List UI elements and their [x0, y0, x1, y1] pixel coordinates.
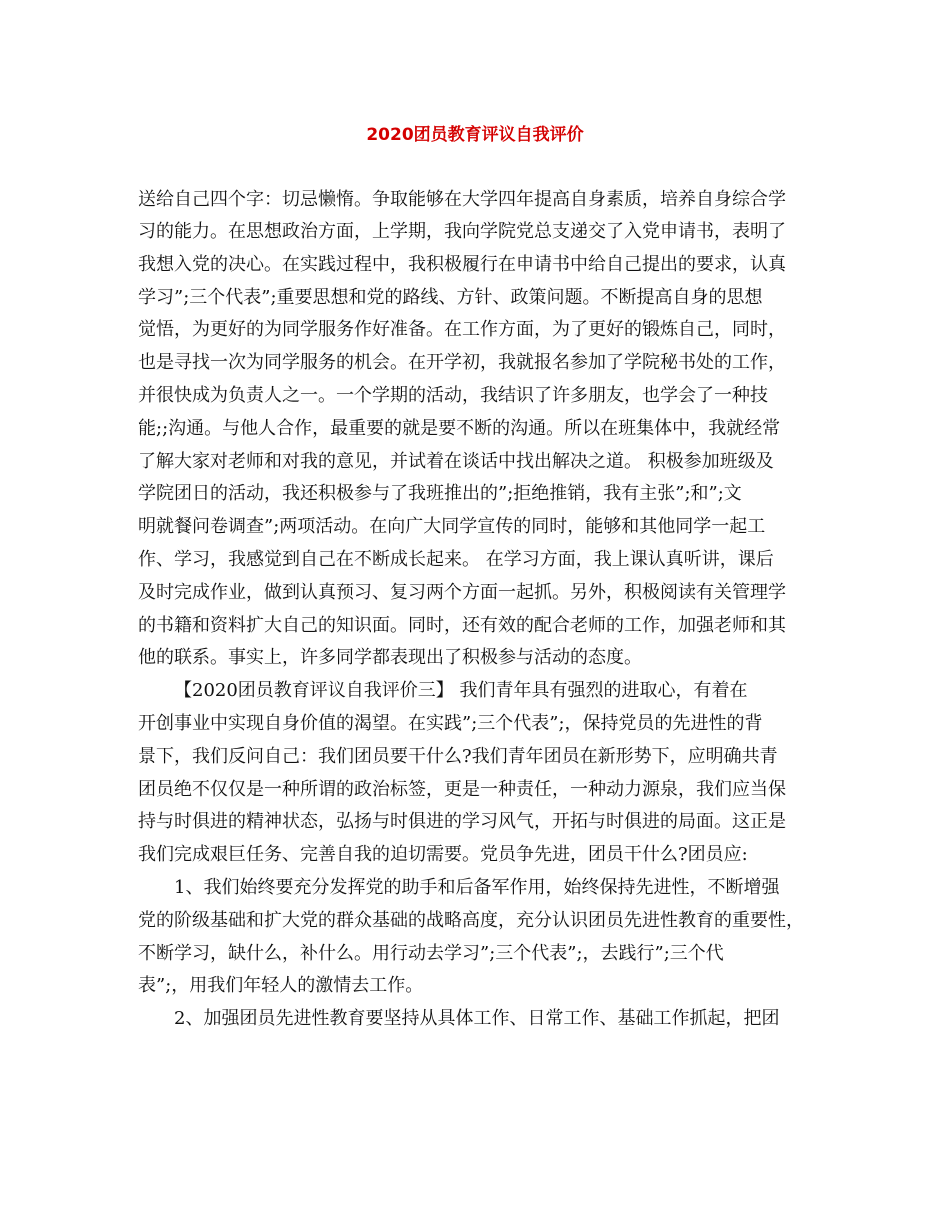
paragraph-line [0, 905, 950, 937]
line-text: 我们完成艰巨任务、完善自我的迫切需要。党员争先进，团员干什么?团员应: [138, 844, 748, 865]
line-text: 明就餐问卷调查”;两项活动。在向广大同学宣传的同时，能够和其他同学一起工 [138, 516, 766, 537]
line-text: 党的阶级基础和扩大党的群众基础的战略高度，充分认识团员先进性教育的重要性， [138, 910, 804, 931]
line-text: 的书籍和资料扩大自己的知识面。同时，还有效的配合老师的工作，加强老师和其 [138, 615, 786, 636]
line-text: 能;;沟通。与他人合作，最重要的就是要不断的沟通。所以在班集体中，我就经常 [138, 418, 781, 439]
line-text: 了解大家对老师和对我的意见，并试着在谈话中找出解决之道。 积极参加班级及 [138, 451, 774, 472]
paragraph-line [0, 675, 950, 707]
paragraph-line [0, 839, 950, 871]
line-text: 学习”;三个代表”;重要思想和党的路线、方针、政策问题。不断提高自身的思想 [138, 287, 763, 308]
line-text: 他的联系。事实上，许多同学都表现出了积极参与活动的态度。 [138, 647, 642, 668]
paragraph-line [0, 938, 950, 970]
line-text: 学院团日的活动，我还积极参与了我班推出的”;拒绝推销，我有主张”;和”;文 [138, 483, 742, 504]
line-text: 1、我们始终要充分发挥党的助手和后备军作用，始终保持先进性，不断增强 [174, 877, 780, 898]
line-text: 持与时俱进的精神状态，弘扬与时俱进的学习风气，开拓与时俱进的局面。这正是 [138, 811, 786, 832]
line-text: 也是寻找一次为同学服务的机会。在开学初，我就报名参加了学院秘书处的工作， [138, 352, 786, 373]
document-title: 2020团员教育评议自我评价 [366, 125, 584, 145]
line-text: 表”;，用我们年轻人的激情去工作。 [138, 975, 424, 996]
line-text: 【2020团员教育评议自我评价三】 我们青年具有强烈的进取心，有着在 [174, 680, 748, 701]
paragraph-line [0, 1003, 950, 1035]
paragraph-line [0, 774, 950, 806]
paragraph-line [0, 610, 950, 642]
line-text: 及时完成作业，做到认真预习、复习两个方面一起抓。另外，积极阅读有关管理学 [138, 582, 786, 603]
paragraph-line [0, 478, 950, 510]
paragraph-line [0, 741, 950, 773]
paragraph-line [0, 380, 950, 412]
line-text: 觉悟，为更好的为同学服务作好准备。在工作方面，为了更好的锻炼自己，同时， [138, 319, 786, 340]
paragraph-line [0, 249, 950, 281]
line-text: 习的能力。在思想政治方面，上学期，我向学院党总支递交了入党申请书，表明了 [138, 221, 786, 242]
paragraph-line [0, 806, 950, 838]
line-text: 我想入党的决心。在实践过程中，我积极履行在申请书中给自己提出的要求，认真 [138, 254, 786, 275]
line-text: 景下，我们反问自己：我们团员要干什么?我们青年团员在新形势下，应明确共青 [138, 746, 778, 767]
line-text: 送给自己四个字：切忌懒惰。争取能够在大学四年提高自身素质，培养自身综合学 [138, 189, 786, 210]
paragraph-line [0, 413, 950, 445]
line-text: 2、加强团员先进性教育要坚持从具体工作、日常工作、基础工作抓起，把团 [174, 1008, 780, 1029]
paragraph-line [0, 282, 950, 314]
paragraph-line [0, 511, 950, 543]
line-text: 作、学习，我感觉到自己在不断成长起来。 在学习方面，我上课认真听讲，课后 [138, 549, 774, 570]
paragraph-line [0, 446, 950, 478]
paragraph-line [0, 872, 950, 904]
paragraph-line [0, 970, 950, 1002]
paragraph-line [0, 347, 950, 379]
paragraph-line [0, 708, 950, 740]
paragraph-line [0, 184, 950, 216]
paragraph-line [0, 314, 950, 346]
paragraph-line [0, 544, 950, 576]
paragraph-line [0, 577, 950, 609]
line-text: 不断学习，缺什么，补什么。用行动去学习”;三个代表”;，去践行”;三个代 [138, 943, 724, 964]
line-text: 开创事业中实现自身价值的渴望。在实践”;三个代表”;，保持党员的先进性的背 [138, 713, 763, 734]
line-text: 并很快成为负责人之一。一个学期的活动，我结识了许多朋友，也学会了一种技 [138, 385, 768, 406]
line-text: 团员绝不仅仅是一种所谓的政治标签，更是一种责任，一种动力源泉，我们应当保 [138, 779, 786, 800]
paragraph-line [0, 216, 950, 248]
paragraph-line [0, 642, 950, 674]
